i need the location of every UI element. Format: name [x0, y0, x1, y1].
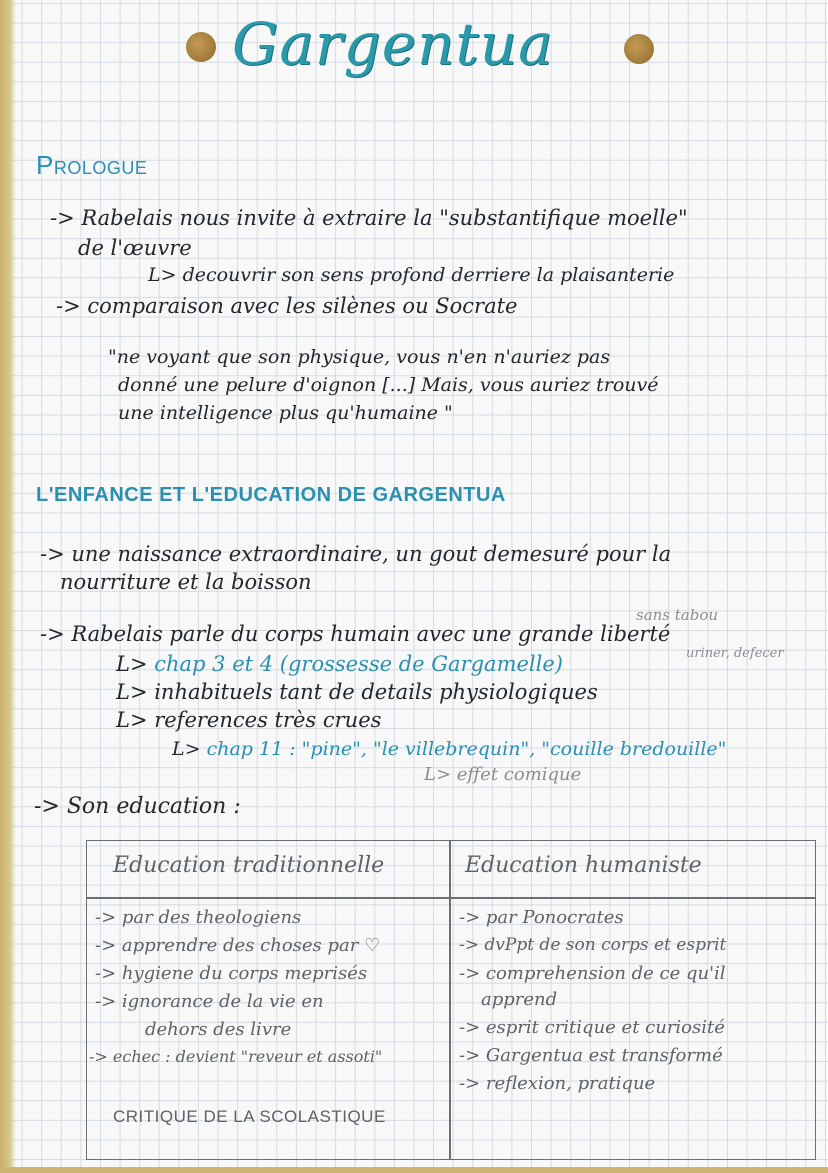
enfance-line-4: [116, 652, 563, 676]
right-item-5: -> esprit critique et curiosité: [459, 1017, 725, 1038]
arrow-l4: L>: [116, 652, 148, 676]
page-title: Gargentua: [232, 10, 554, 78]
prologue-line-1: -> Rabelais nous invite à extraire la "substantifique moelle": [50, 206, 688, 230]
left-item-1: -> par des theologiens: [95, 907, 302, 928]
arrow-l7: L>: [172, 738, 201, 760]
table-header-humaniste: Education humaniste: [465, 853, 702, 878]
note-uriner: uriner, defecer: [686, 646, 784, 661]
enfance-line-6: L> references très crues: [116, 708, 382, 732]
right-item-4: apprend: [481, 989, 558, 1010]
critique-scolastique: CRITIQUE DE LA SCOLASTIQUE: [113, 1107, 386, 1126]
page-edge-bottom: [0, 1167, 828, 1173]
right-item-3: -> comprehension de ce qu'il: [459, 963, 726, 984]
left-item-5: dehors des livre: [145, 1019, 292, 1040]
enfance-line-5: L> inhabituels tant de details physiologiques: [116, 680, 598, 704]
table-row-divider: [87, 897, 815, 899]
enfance-line-9: -> Son education :: [34, 794, 241, 819]
heading-enfance: L'ENFANCE ET L'EDUCATION DE GARGENTUA: [36, 484, 506, 506]
prologue-line-2: de l'œuvre: [78, 236, 192, 260]
page-edge-left: [0, 0, 16, 1173]
prologue-line-4: -> comparaison avec les silènes ou Socrate: [56, 294, 518, 318]
left-item-2: -> apprendre des choses par ♡: [95, 935, 381, 956]
heading-prologue: Prologue: [36, 150, 148, 180]
chap-11: chap 11: [206, 738, 284, 760]
binder-hole-left: [186, 32, 216, 62]
binder-hole-right: [624, 34, 654, 64]
table-column-divider: [449, 841, 451, 1159]
table-header-traditionnelle: Education traditionnelle: [113, 853, 385, 878]
enfance-line-1: -> une naissance extraordinaire, un gout demesuré pour la: [40, 542, 672, 566]
enfance-line-7: [172, 738, 726, 760]
quote-line-1: "ne voyant que son physique, vous n'en n'auriez pas: [108, 346, 611, 368]
chap-3-4: chap 3 et 4 (grossesse de Gargamelle): [154, 652, 563, 676]
right-item-2: -> dvPpt de son corps et esprit: [459, 935, 727, 955]
left-item-6: -> echec : devient "reveur et assoti": [89, 1047, 383, 1066]
chap-11-quotes: : "pine", "le villebrequin", "couille bredouille": [289, 738, 727, 760]
enfance-line-2: nourriture et la boisson: [60, 570, 312, 594]
left-item-3: -> hygiene du corps meprisés: [95, 963, 368, 984]
right-item-7: -> reflexion, pratique: [459, 1073, 656, 1094]
enfance-line-3: -> Rabelais parle du corps humain avec une grande liberté: [40, 622, 671, 646]
prologue-line-3: L> decouvrir son sens profond derriere la plaisanterie: [148, 264, 675, 286]
note-sans-tabou: sans tabou: [636, 606, 719, 624]
education-table: [86, 840, 816, 1160]
right-item-1: -> par Ponocrates: [459, 907, 624, 928]
quote-line-2: donné une pelure d'oignon [...] Mais, vous auriez trouvé: [118, 374, 659, 396]
effet-comique: L> effet comique: [424, 764, 582, 785]
right-item-6: -> Gargentua est transformé: [459, 1045, 723, 1066]
quote-line-3: une intelligence plus qu'humaine ": [118, 402, 453, 424]
left-item-4: -> ignorance de la vie en: [95, 991, 324, 1012]
